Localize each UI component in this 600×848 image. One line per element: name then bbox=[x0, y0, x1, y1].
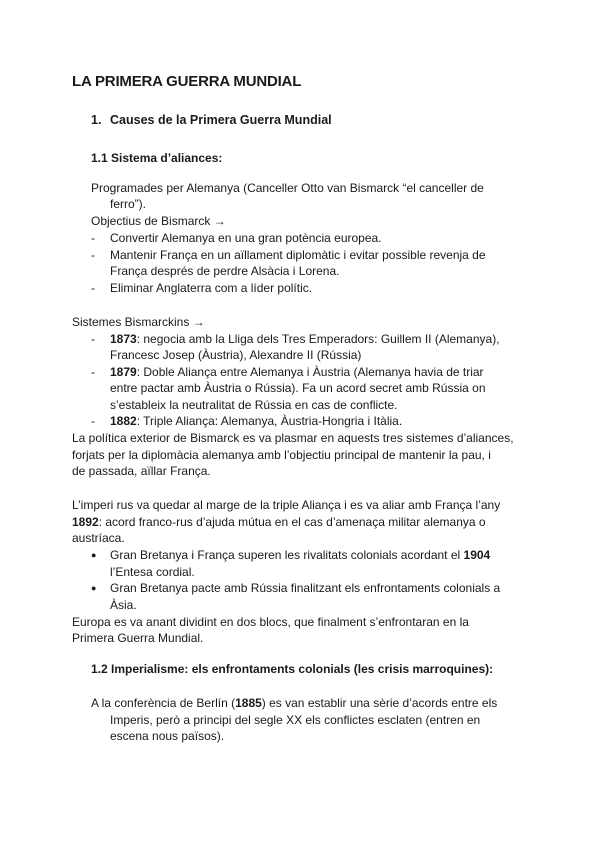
bullet-marker: ● bbox=[91, 550, 97, 560]
paragraph-line bbox=[91, 695, 497, 712]
paragraph-line: Objectius de Bismarck → bbox=[91, 214, 226, 228]
dash-marker: - bbox=[91, 332, 95, 346]
bullet-marker: ● bbox=[91, 583, 97, 593]
paragraph-line: Programades per Alemanya (Canceller Otto van Bismarck “el canceller de bbox=[91, 181, 484, 195]
paragraph-line bbox=[72, 514, 486, 531]
list-item bbox=[110, 331, 500, 348]
section-1-heading: Causes de la Primera Guerra Mundial bbox=[110, 113, 332, 127]
paragraph-text: A la conferència de Berlín ( bbox=[91, 696, 236, 710]
year-1873: 1873 bbox=[110, 332, 137, 346]
year-1885: 1885 bbox=[235, 696, 262, 710]
bullet-item-text: Gran Bretanya i França superen les rivalitats colonials acordant el bbox=[110, 548, 464, 562]
list-item-text: : Doble Aliança entre Alemanya i Àustria (Alemanya havia de triar bbox=[136, 365, 484, 379]
list-item bbox=[110, 364, 484, 381]
list-item-text: : negocia amb la Lliga dels Tres Emperadors: Guillem II (Alemanya), bbox=[136, 332, 500, 346]
subsection-1-2-heading: 1.2 Imperialisme: els enfrontaments colonials (les crisis marroquines): bbox=[91, 662, 494, 676]
paragraph-line: Imperis, però a principi del segle XX els conflictes esclaten (entren en bbox=[110, 713, 481, 727]
paragraph-line: Europa es va anant dividint en dos blocs, que finalment s’enfrontaran en la bbox=[72, 615, 469, 629]
paragraph-line: forjats per la diplomàcia alemanya amb l’objectiu principal de mantenir la pau, i bbox=[72, 448, 491, 462]
dash-marker: - bbox=[91, 231, 95, 245]
year-1904: 1904 bbox=[463, 548, 491, 562]
list-item: Convertir Alemanya en una gran potència europea. bbox=[110, 231, 382, 245]
section-1-number: 1. bbox=[91, 113, 102, 127]
paragraph-line: La política exterior de Bismarck es va plasmar en aquests tres sistemes d’aliances, bbox=[72, 431, 514, 445]
list-item: Mantenir França en un aïllament diplomàtic i evitar possible revenja de bbox=[110, 248, 486, 262]
dash-marker: - bbox=[91, 281, 95, 295]
paragraph-line: Primera Guerra Mundial. bbox=[72, 631, 204, 645]
paragraph-line: de passada, aïllar França. bbox=[72, 464, 211, 478]
paragraph-line: escena nous països). bbox=[110, 729, 225, 743]
bullet-item-continued: l’Entesa cordial. bbox=[110, 565, 195, 579]
bullet-item-continued: Àsia. bbox=[110, 598, 137, 612]
list-item bbox=[110, 413, 402, 430]
bullet-item: Gran Bretanya pacte amb Rússia finalitzant els enfrontaments colonials a bbox=[110, 581, 501, 595]
dash-marker: - bbox=[91, 248, 95, 262]
paragraph-line: L’imperi rus va quedar al marge de la triple Aliança i es va aliar amb França l’any bbox=[72, 498, 501, 512]
year-1879: 1879 bbox=[110, 365, 137, 379]
list-item-continued: s’estableix la neutralitat de Rússia en cas de conflicte. bbox=[110, 398, 398, 412]
page-title: LA PRIMERA GUERRA MUNDIAL bbox=[72, 73, 302, 90]
list-item-text: : Triple Aliança: Alemanya, Àustria-Hongria i Itàlia. bbox=[136, 414, 403, 428]
subsection-1-1-heading: 1.1 Sistema d’aliances: bbox=[91, 151, 223, 165]
paragraph-text: ) es van establir una sèrie d’acords entre els bbox=[261, 696, 498, 710]
dash-marker: - bbox=[91, 414, 95, 428]
list-item-continued: Francesc Josep (Àustria), Alexandre II (Rússia) bbox=[110, 348, 362, 362]
paragraph-line: austríaca. bbox=[72, 531, 125, 545]
paragraph-text: : acord franco-rus d’ajuda mútua en el cas d’amenaça militar alemanya o bbox=[98, 515, 486, 529]
paragraph-line: Sistemes Bismarckins → bbox=[72, 315, 205, 329]
year-1882: 1882 bbox=[110, 414, 137, 428]
paragraph-line: ferro”). bbox=[110, 197, 146, 211]
bullet-item bbox=[110, 547, 490, 564]
list-item-continued: França després de perdre Alsàcia i Lorena. bbox=[110, 264, 340, 278]
list-item-continued: entre pactar amb Àustria o Rússia). Fa un acord secret amb Rússia on bbox=[110, 381, 486, 395]
dash-marker: - bbox=[91, 365, 95, 379]
year-1892: 1892 bbox=[72, 515, 99, 529]
list-item: Eliminar Anglaterra com a líder polític. bbox=[110, 281, 313, 295]
